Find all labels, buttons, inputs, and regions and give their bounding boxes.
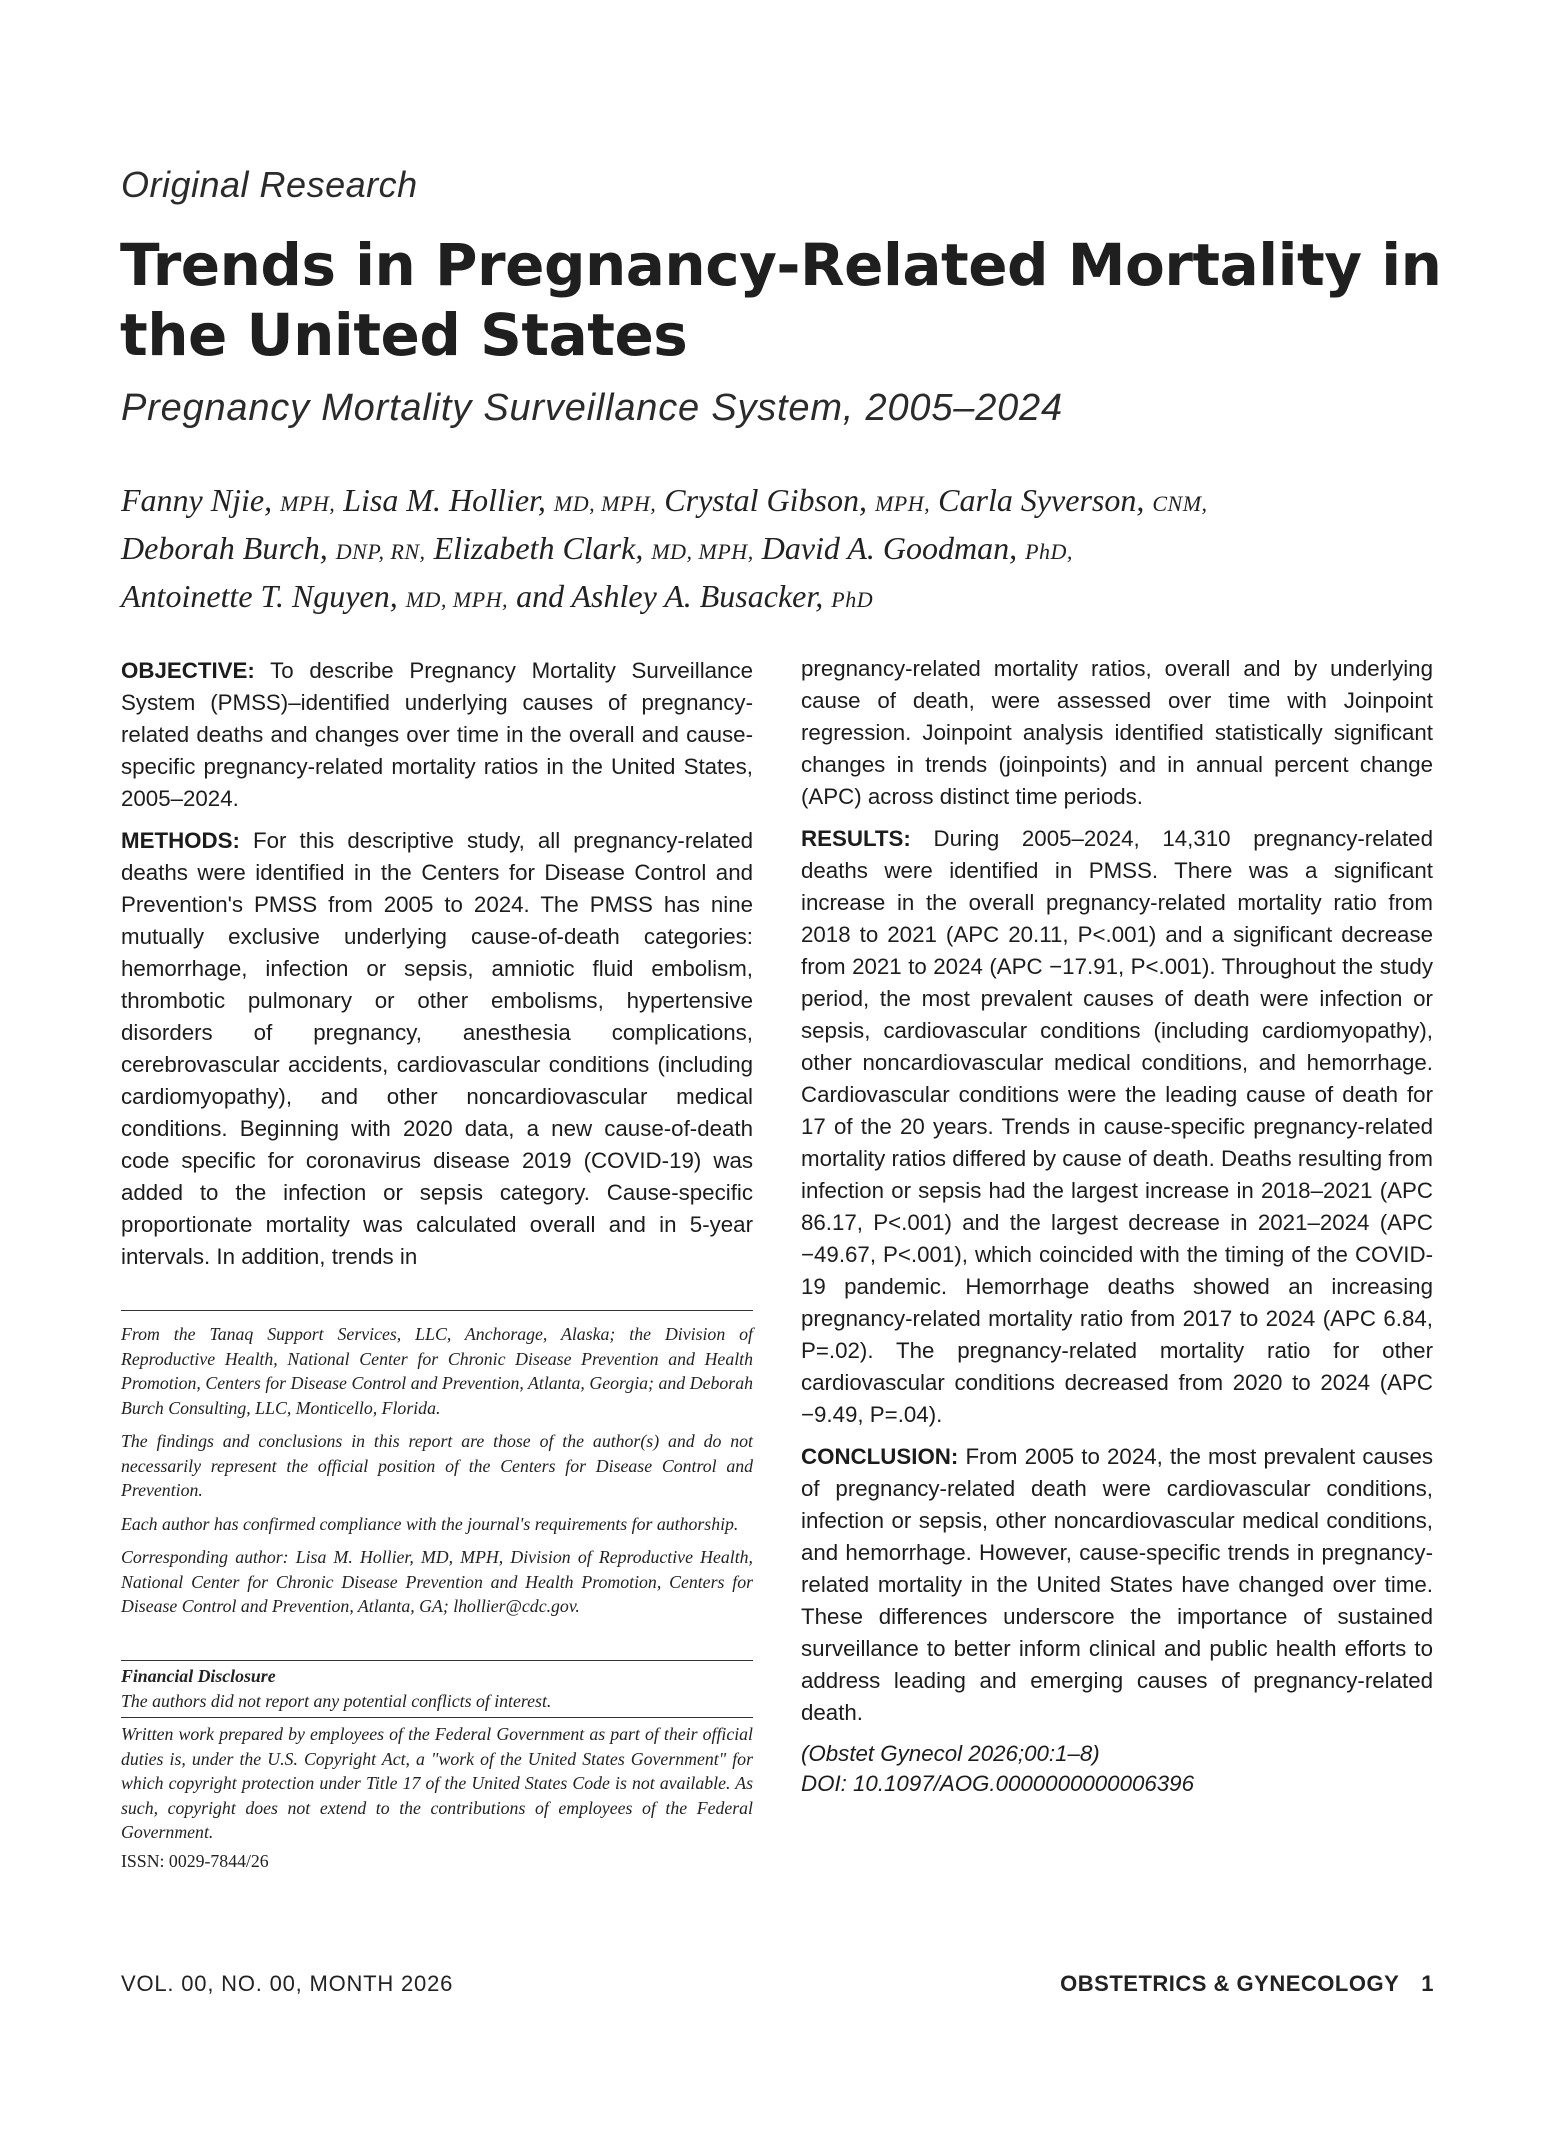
abstract-right-column — [801, 655, 1433, 1799]
footnote-divider — [121, 1310, 753, 1311]
author-line-1 — [121, 478, 1421, 526]
author-line-2 — [121, 526, 1421, 574]
objective-label: OBJECTIVE: — [121, 658, 255, 683]
author-name: David A. Goodman, — [761, 530, 1018, 566]
footnotes-block — [121, 1322, 753, 1628]
journal-name: OBSTETRICS & GYNECOLOGY — [1060, 1971, 1400, 1996]
affiliations-note: From the Tanaq Support Services, LLC, Anchorage, Alaska; the Division of Reproductive Health, National Center for Chronic Disease Prevention and Health Promotion, Centers for Disease Control and Prevention, Atlanta, Georgia; and Deborah Burch Consulting, LLC, Monticello, Florida. — [121, 1324, 753, 1418]
volume-info: VOL. 00, NO. 00, MONTH 2026 — [121, 1971, 454, 1996]
objective-text: To describe Pregnancy Mortality Surveillance System (PMSS)–identified underlying causes of pregnancy-related deaths and changes over time in the overall and cause-specific pregnancy-related mortality ratios in the United States, 2005–2024. — [121, 658, 753, 811]
article-title: Trends in Pregnancy-Related Mortality in the United States — [120, 231, 1442, 369]
author-degree: PhD, — [1025, 539, 1073, 564]
compliance-note: Each author has confirmed compliance with the journal's requirements for authorship. — [121, 1513, 739, 1534]
author-name: and Ashley A. Busacker, — [516, 578, 824, 614]
methods-continued: pregnancy-related mortality ratios, overall and by underlying cause of death, were assessed over time with Joinpoint regression. Joinpoint analysis identified statistically significant changes in trends (joinpoints) and in annual percent change (APC) across distinct time periods. — [801, 656, 1433, 809]
doi-link[interactable]: DOI: 10.1097/AOG.0000000000006396 — [801, 1771, 1194, 1796]
disclaimer-note: The findings and conclusions in this report are those of the author(s) and do not necessarily represent the official position of the Centers for Disease Control and Prevention. — [121, 1431, 753, 1500]
conclusion-paragraph — [801, 1441, 1433, 1729]
author-list — [121, 478, 1421, 622]
author-name: Antoinette T. Nguyen, — [121, 578, 398, 614]
author-degree: MD, MPH, — [553, 491, 657, 516]
author-degree: CNM, — [1152, 491, 1208, 516]
results-paragraph — [801, 823, 1433, 1431]
abstract-left-column — [121, 655, 753, 1283]
author-name: Lisa M. Hollier, — [343, 482, 546, 518]
author-degree: MPH, — [280, 491, 336, 516]
methods-paragraph — [121, 825, 753, 1273]
corresponding-author-note: Corresponding author: Lisa M. Hollier, MD, MPH, Division of Reproductive Health, National Center for Chronic Disease Prevention and Health Promotion, Centers for Disease Control and Prevention, Atlanta, GA; lhollier@cdc.gov. — [121, 1547, 753, 1616]
author-degree: PhD — [831, 587, 874, 612]
results-text: During 2005–2024, 14,310 pregnancy-related deaths were identified in PMSS. There was a significant increase in the overall pregnancy-related mortality ratio from 2018 to 2021 (APC 20.11, P<.001) and a significant decrease from 2021 to 2024 (APC −17.91, P<.001). Throughout the study period, the most prevalent causes of death were infection or sepsis, cardiovascular conditions (including cardiomyopathy), other noncardiovascular medical conditions, and hemorrhage. Cardiovascular conditions were the leading cause of death for 17 of the 20 years. Trends in cause-specific pregnancy-related mortality ratios differed by cause of death. Deaths resulting from infection or sepsis had the largest increase in 2018–2021 (APC 86.17, P<.001) and the largest decrease in 2021–2024 (APC −49.67, P<.001), which coincided with the timing of the COVID-19 pandemic. Hemorrhage deaths showed an increasing pregnancy-related mortality ratio from 2017 to 2024 (APC 6.84, P=.02). The pregnancy-related mortality ratio for other cardiovascular conditions decreased from 2020 to 2024 (APC −9.49, P=.04). — [801, 826, 1433, 1427]
author-name: Carla Syverson, — [938, 482, 1145, 518]
author-name: Deborah Burch, — [121, 530, 328, 566]
financial-divider-bottom — [121, 1717, 753, 1718]
copyright-note: Written work prepared by employees of the Federal Government as part of their official duties is, under the U.S. Copyright Act, a "work of the United States Government" for which copyright protection under Title 17 of the United States Code is not available. As such, copyright does not extend to the contributions of employees of the Federal Government. — [121, 1724, 753, 1842]
author-name: Crystal Gibson, — [664, 482, 867, 518]
author-line-3 — [121, 574, 1421, 622]
page-number: 1 — [1421, 1971, 1434, 1996]
citation: (Obstet Gynecol 2026;00:1–8) — [801, 1741, 1100, 1766]
author-name: Elizabeth Clark, — [433, 530, 644, 566]
author-degree: MD, MPH, — [651, 539, 754, 564]
issn: ISSN: 0029-7844/26 — [121, 1850, 269, 1871]
financial-disclosure-title: Financial Disclosure — [121, 1666, 276, 1686]
financial-disclosure-text: The authors did not report any potential conflicts of interest. — [121, 1690, 552, 1711]
author-name: Fanny Njie, — [121, 482, 273, 518]
methods-label: METHODS: — [121, 828, 240, 853]
author-degree: DNP, RN, — [335, 539, 426, 564]
results-label: RESULTS: — [801, 826, 911, 851]
conclusion-label: CONCLUSION: — [801, 1444, 959, 1469]
financial-disclosure-block — [121, 1664, 753, 1722]
article-type-label: Original Research — [121, 164, 418, 205]
conclusion-text: From 2005 to 2024, the most prevalent causes of pregnancy-related death were cardiovascular conditions, infection or sepsis, other noncardiovascular medical conditions, and hemorrhage. However, cause-specific trends in pregnancy-related mortality in the United States have changed over time. These differences underscore the importance of sustained surveillance to better inform clinical and public health efforts to address leading and emerging causes of pregnancy-related death. — [801, 1444, 1433, 1725]
journal-footer — [1060, 1971, 1434, 1997]
copyright-block — [121, 1722, 753, 1882]
methods-text: For this descriptive study, all pregnancy-related deaths were identified in the Centers for Disease Control and Prevention's PMSS from 2005 to 2024. The PMSS has nine mutually exclusive underlying cause-of-death categories: hemorrhage, infection or sepsis, amniotic fluid embolism, thrombotic pulmonary or other embolisms, hypertensive disorders of pregnancy, anesthesia complications, cerebrovascular accidents, cardiovascular conditions (including cardiomyopathy), and other noncardiovascular medical conditions. Beginning with 2020 data, a new cause-of-death code specific for coronavirus disease 2019 (COVID-19) was added to the infection or sepsis category. Cause-specific proportionate mortality was calculated overall and in 5-year intervals. In addition, trends in — [121, 828, 753, 1269]
financial-divider-top — [121, 1660, 753, 1661]
author-degree: MD, MPH, — [405, 587, 509, 612]
author-degree: MPH, — [874, 491, 931, 516]
objective-paragraph — [121, 655, 753, 815]
article-subtitle: Pregnancy Mortality Surveillance System, 2005–2024 — [121, 387, 1063, 429]
